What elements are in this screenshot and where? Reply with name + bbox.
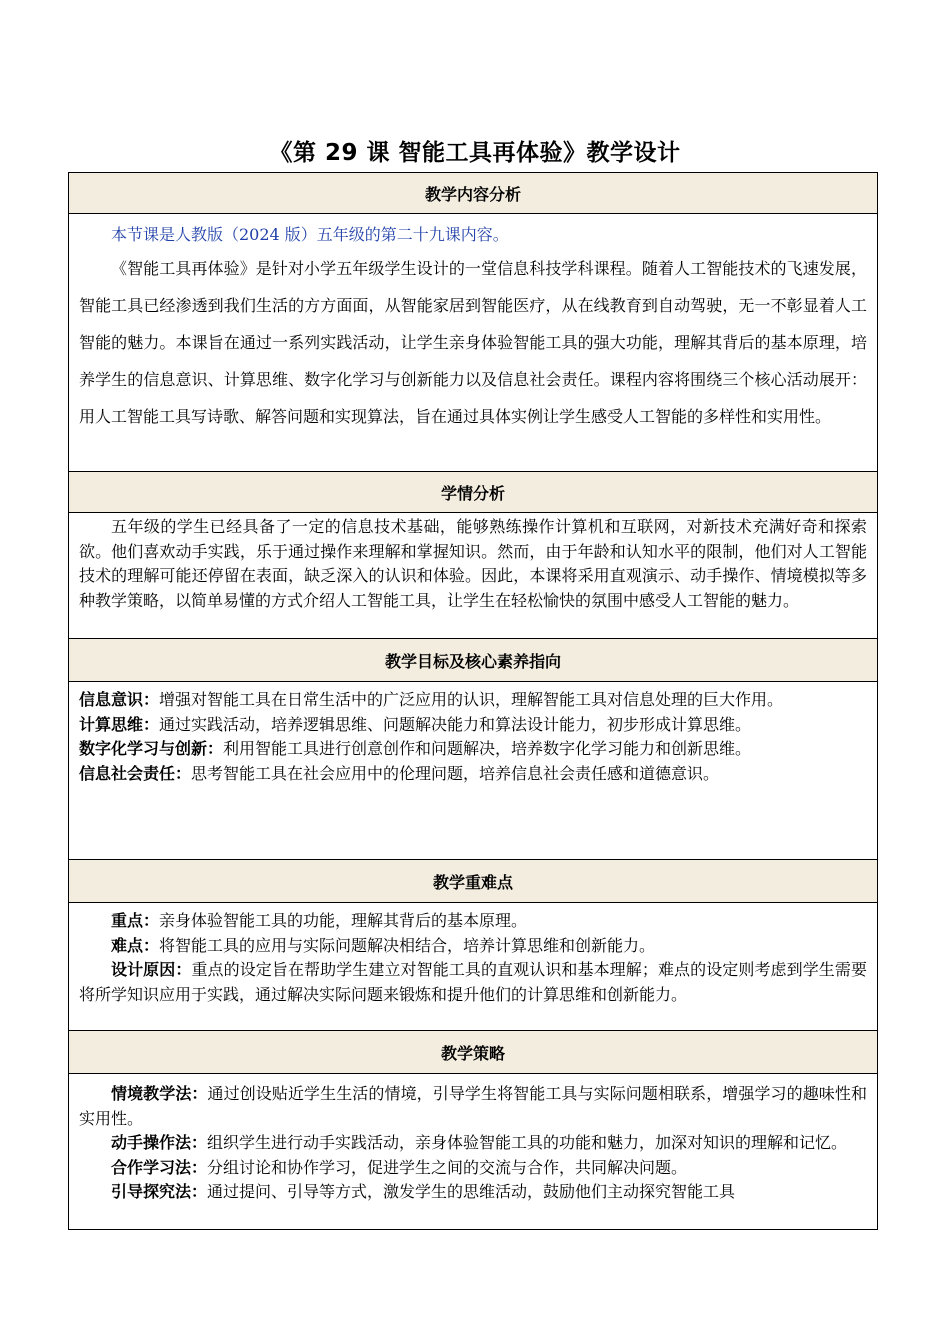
strategy-label: 合作学习法： xyxy=(111,1157,208,1177)
strategy-text: 分组讨论和协作学习，促进学生之间的交流与合作，共同解决问题。 xyxy=(207,1157,688,1177)
section-header-content-analysis: 教学内容分析 xyxy=(69,173,877,214)
content-intro: 本节课是人教版（2024 版）五年级的第二十九课内容。 xyxy=(111,225,509,244)
objective-label: 信息意识： xyxy=(79,690,160,709)
strategy-label: 动手操作法： xyxy=(111,1133,208,1152)
strategies-cell xyxy=(69,1074,877,1229)
key-point-label: 设计原因： xyxy=(111,960,192,979)
content-analysis-cell xyxy=(69,214,877,472)
objective-text: 通过实践活动，培养逻辑思维、问题解决能力和算法设计能力，初步形成计算思维。 xyxy=(159,714,752,734)
learner-analysis-cell xyxy=(69,513,877,639)
key-point-item xyxy=(79,909,867,934)
section-header-learner-analysis: 学情分析 xyxy=(69,472,877,513)
key-points-cell xyxy=(69,903,877,1031)
strategy-label: 引导探究法： xyxy=(111,1182,208,1201)
strategy-item xyxy=(79,1180,867,1205)
strategy-item xyxy=(79,1082,867,1131)
learner-paragraph: 五年级的学生已经具备了一定的信息技术基础，能够熟练操作计算机和互联网，对新技术充满好奇和探索欲。他们喜欢动手实践，乐于通过操作来理解和掌握知识。然而，由于年龄和认知水平的限制，他们对人工智能技术的理解可能还停留在表面，缺乏深入的认识和体验。因此，本课将采用直观演示、动手操作、情境模拟等多种教学策略，以简单易懂的方式介绍人工智能工具，让学生在轻松愉快的氛围中感受人工智能的魅力。 xyxy=(79,517,867,610)
objectives-cell xyxy=(69,682,877,860)
objective-label: 计算思维： xyxy=(79,714,160,734)
objective-item xyxy=(79,713,867,738)
content-paragraph: 《智能工具再体验》是针对小学五年级学生设计的一堂信息科技学科课程。随着人工智能技术的飞速发展，智能工具已经渗透到我们生活的方方面面，从智能家居到智能医疗，从在线教育到自动驾驶，无一不彰显着人工智能的魅力。本课旨在通过一系列实践活动，让学生亲身体验智能工具的强大功能，理解其背后的基本原理，培养学生的信息意识、计算思维、数字化学习与创新能力以及信息社会责任。课程内容将围绕三个核心活动展开：用人工智能工具写诗歌、解答问题和实现算法，旨在通过具体实例让学生感受人工智能的多样性和实用性。 xyxy=(79,259,867,426)
strategy-item xyxy=(79,1156,867,1181)
objective-text: 利用智能工具进行创意创作和问题解决，培养数字化学习能力和创新思维。 xyxy=(223,739,752,758)
key-point-item xyxy=(79,934,867,959)
objective-label: 信息社会责任： xyxy=(79,763,192,783)
key-point-item xyxy=(79,958,867,1007)
objective-item xyxy=(79,688,867,713)
key-point-text: 将智能工具的应用与实际问题解决相结合，培养计算思维和创新能力。 xyxy=(159,935,656,955)
strategy-label: 情境教学法： xyxy=(111,1084,208,1103)
strategy-text: 通过提问、引导等方式，激发学生的思维活动，鼓励他们主动探究智能工具 xyxy=(207,1182,736,1201)
key-point-text: 重点的设定旨在帮助学生建立对智能工具的直观认识和基本理解；难点的设定则考虑到学生需要将所学知识应用于实践，通过解决实际问题来锻炼和提升他们的计算思维和创新能力。 xyxy=(79,960,867,1004)
objective-text: 增强对智能工具在日常生活中的广泛应用的认识，理解智能工具对信息处理的巨大作用。 xyxy=(159,690,784,709)
strategy-text: 组织学生进行动手实践活动，亲身体验智能工具的功能和魅力，加深对知识的理解和记忆。 xyxy=(207,1133,848,1152)
section-header-strategies: 教学策略 xyxy=(69,1031,877,1074)
section-header-key-points: 教学重难点 xyxy=(69,860,877,903)
lesson-plan-table xyxy=(68,172,878,1230)
objective-text: 思考智能工具在社会应用中的伦理问题，培养信息社会责任感和道德意识。 xyxy=(191,763,720,783)
document-title: 《第 29 课 智能工具再体验》教学设计 xyxy=(269,140,681,166)
key-point-label: 难点： xyxy=(111,935,160,955)
objective-item xyxy=(79,762,867,787)
strategy-item xyxy=(79,1131,867,1156)
strategy-text: 通过创设贴近学生生活的情境，引导学生将智能工具与实际问题相联系，增强学习的趣味性和实用性。 xyxy=(79,1084,867,1128)
section-header-objectives: 教学目标及核心素养指向 xyxy=(69,639,877,682)
objective-label: 数字化学习与创新： xyxy=(79,739,224,758)
objective-item xyxy=(79,737,867,762)
key-point-label: 重点： xyxy=(111,911,160,930)
key-point-text: 亲身体验智能工具的功能，理解其背后的基本原理。 xyxy=(159,911,528,930)
